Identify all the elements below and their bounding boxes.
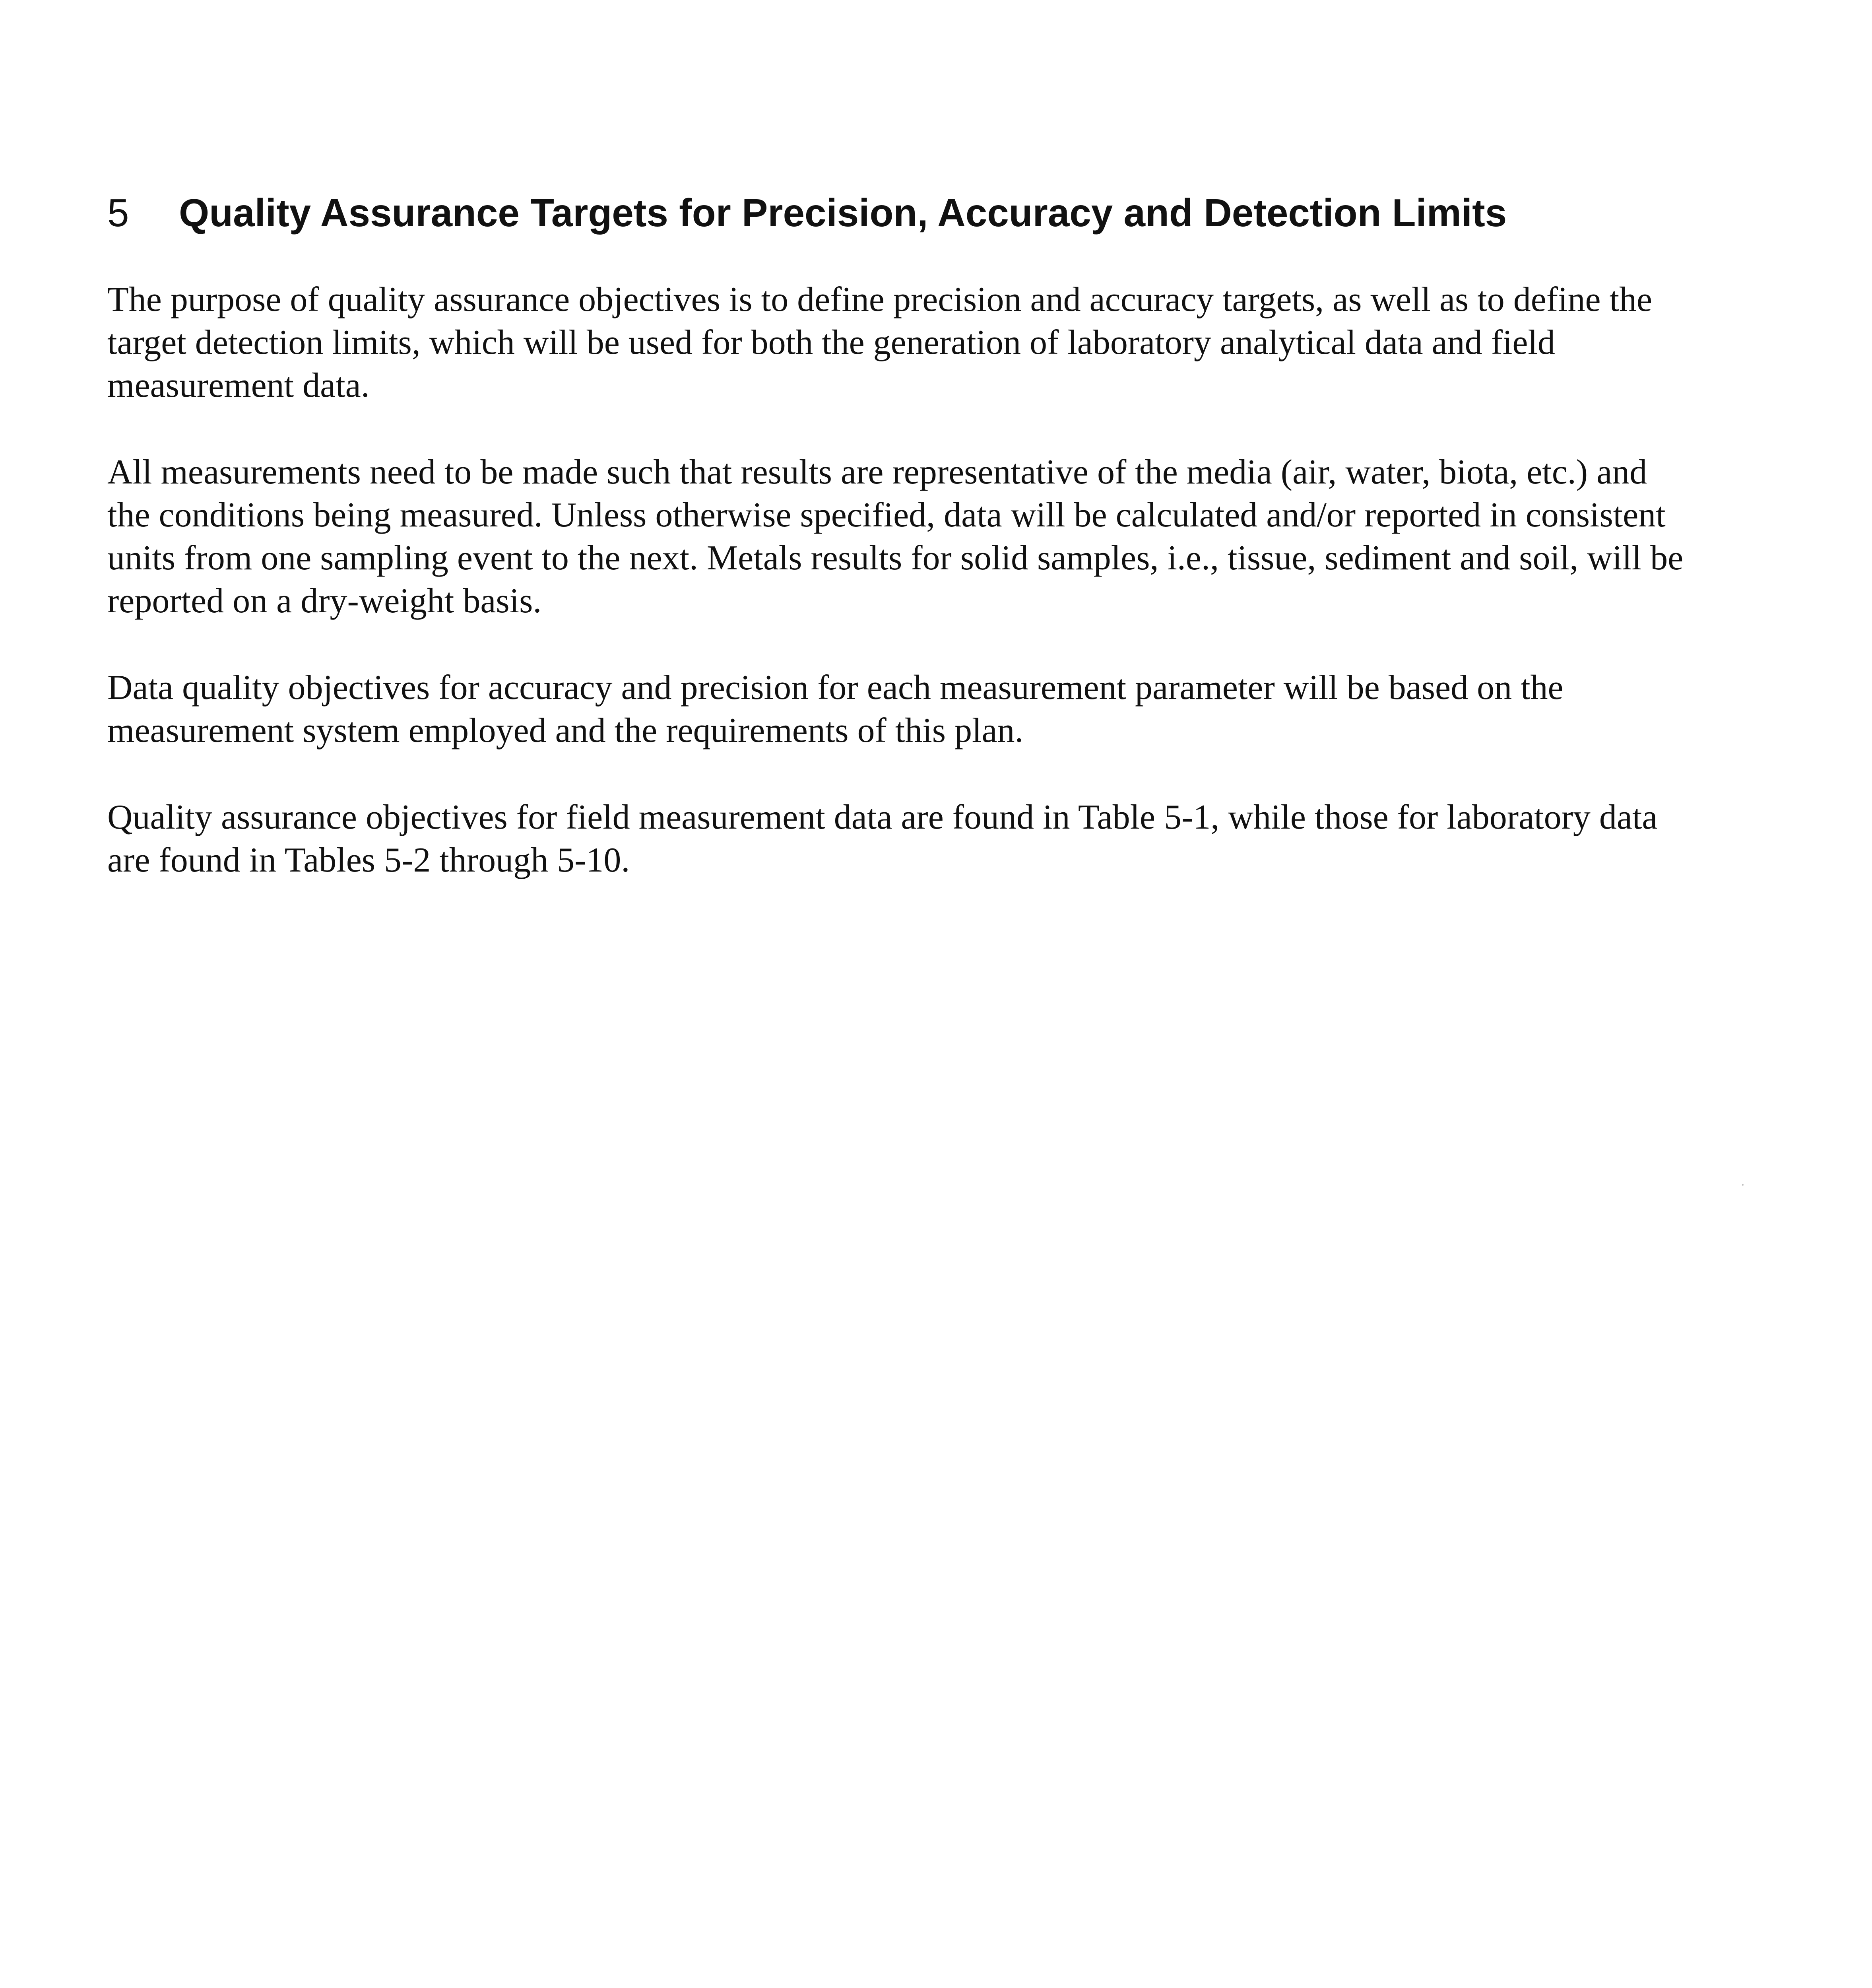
paragraph-measurements: All measurements need to be made such that results are representative of the media (air, water, biota, etc.) and the conditions being measured. Unless otherwise specified, data will be calculated and/or reported in consistent units from one sampling event to the next. Metals results for solid samples, i.e., tissue, sediment and soil, will be reported on a dry-weight basis.: [107, 453, 1684, 620]
scan-speck: [1742, 1184, 1744, 1186]
paragraph-purpose: The purpose of quality assurance objectives is to define precision and accuracy targets, as well as to define the target detection limits, which will be used for both the generation of laboratory analytical data and field measurement data.: [107, 280, 1653, 405]
paragraph-table-references: Quality assurance objectives for field measurement data are found in Table 5-1, while those for laboratory data are found in Tables 5-2 through 5-10.: [107, 798, 1658, 879]
body-text: [107, 278, 1690, 926]
section-title: Quality Assurance Targets for Precision, Accuracy and Detection Limits: [179, 191, 1507, 235]
section-number: 5: [107, 191, 129, 235]
paragraph-data-quality-objectives: Data quality objectives for accuracy and precision for each measurement parameter will be based on the measurement system employed and the requirements of this plan.: [107, 668, 1564, 750]
section-heading: [107, 187, 1777, 239]
